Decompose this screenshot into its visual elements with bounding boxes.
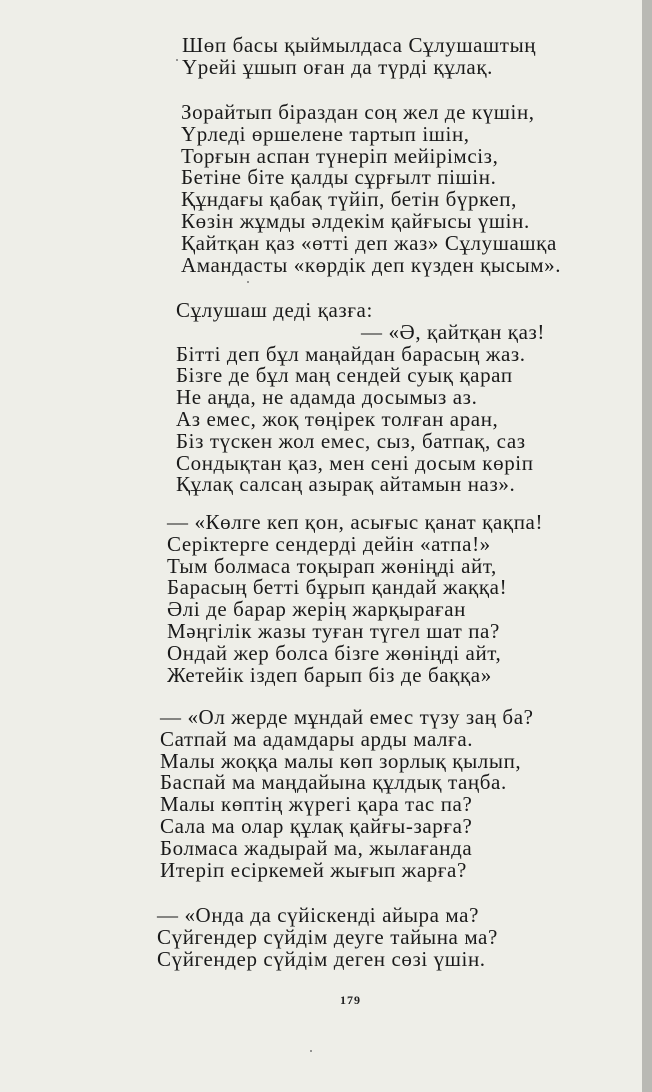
poem-line: Жетейік іздеп барып біз де баққа» <box>167 662 492 687</box>
poem-line: Сүйгендер сүйдім деуге тайына ма? <box>157 924 498 949</box>
poem-line: Тым болмаса тоқырап жөніңді айт, <box>167 553 497 578</box>
page-number: 179 <box>340 993 361 1007</box>
poem-line: Үрледі өршелене тартып ішін, <box>181 121 470 146</box>
poem-line: Бізге де бұл маң сендей суық қарап <box>176 363 513 388</box>
poem-line: Мәңгілік жазы туған түгел шат па? <box>167 618 500 643</box>
poem-line: Малы көптің жүрегі қара тас па? <box>160 792 473 817</box>
poem-line: Аз емес, жоқ төңірек толған аран, <box>176 406 499 431</box>
poem-line: — «Көлге кеп қон, асығыс қанат қақпа! <box>167 510 544 534</box>
poem-line: Шөп басы қыймылдаса Сұлушаштың <box>182 33 537 57</box>
page-edge <box>642 0 652 1092</box>
poem-line: Амандасты «көрдік деп күзден қысым». <box>181 252 562 277</box>
poem-line: Сондықтан қаз, мен сені досым көріп <box>176 450 534 475</box>
poem-line: Құндағы қабақ түйіп, бетін бүркеп, <box>181 187 517 212</box>
poem-line: — «Ә, қайтқан қаз! <box>361 319 545 344</box>
poem-line: Баспай ма маңдайына құлдық таңба. <box>160 770 507 795</box>
poem-line: Барасың бетті бұрып қандай жаққа! <box>167 575 508 600</box>
stanza-5 <box>160 707 534 881</box>
poem-line: Итеріп есіркемей жығып жарға? <box>160 857 467 882</box>
poem-line: Сүйгендер сүйдім деген сөзі үшін. <box>157 946 486 971</box>
poem-line: Зорайтып біраздан соң жел де күшін, <box>181 100 535 124</box>
poem-line: Құлақ салсаң азырақ айтамын наз». <box>176 472 516 497</box>
poem-line: Сатпай ма адамдары арды малға. <box>160 726 474 751</box>
stanza-6 <box>157 905 498 970</box>
poem-line: Бетіне біте қалды сұрғылт пішін. <box>181 165 497 190</box>
stanza-3 <box>176 300 545 496</box>
poem-line: Не аңда, не адамда досымыз аз. <box>176 385 478 410</box>
print-speck <box>247 281 249 283</box>
poem-line: Үрейі ұшып оған да түрді құлақ. <box>182 54 493 79</box>
poem-line: Сала ма олар құлақ қайғы-зарға? <box>160 813 473 838</box>
poem-line: Болмаса жадырай ма, жылағанда <box>160 835 473 860</box>
print-speck <box>176 59 178 61</box>
print-speck <box>310 1050 312 1052</box>
poem-line: — «Онда да сүйіскенді айыра ма? <box>157 903 480 927</box>
poem-line: — «Ол жерде мұндай емес түзу заң ба? <box>160 705 534 729</box>
stanza-1 <box>182 35 536 79</box>
poem-line: Сұлушаш деді қазға: <box>176 298 373 322</box>
poem-line: Бітті деп бұл маңайдан барасың жаз. <box>176 341 526 366</box>
poem-line: Көзін жұмды әлдекім қайғысы үшін. <box>181 208 530 233</box>
stanza-2 <box>181 102 561 276</box>
poem-line: Торғын аспан түнеріп мейірімсіз, <box>181 143 499 168</box>
poem-line: Малы жоққа малы көп зорлық қылып, <box>160 748 522 773</box>
poem-line: Қайтқан қаз «өтті деп жаз» Сұлушашқа <box>181 230 557 255</box>
poem-line: Әлі де барар жерің жарқыраған <box>167 597 466 622</box>
poem-line: Біз түскен жол емес, сыз, батпақ, саз <box>176 428 526 453</box>
poem-line: Серіктерге сендерді дейін «атпа!» <box>167 531 491 556</box>
poem-line: Ондай жер болса бізге жөніңді айт, <box>167 640 502 665</box>
stanza-4 <box>167 512 543 686</box>
